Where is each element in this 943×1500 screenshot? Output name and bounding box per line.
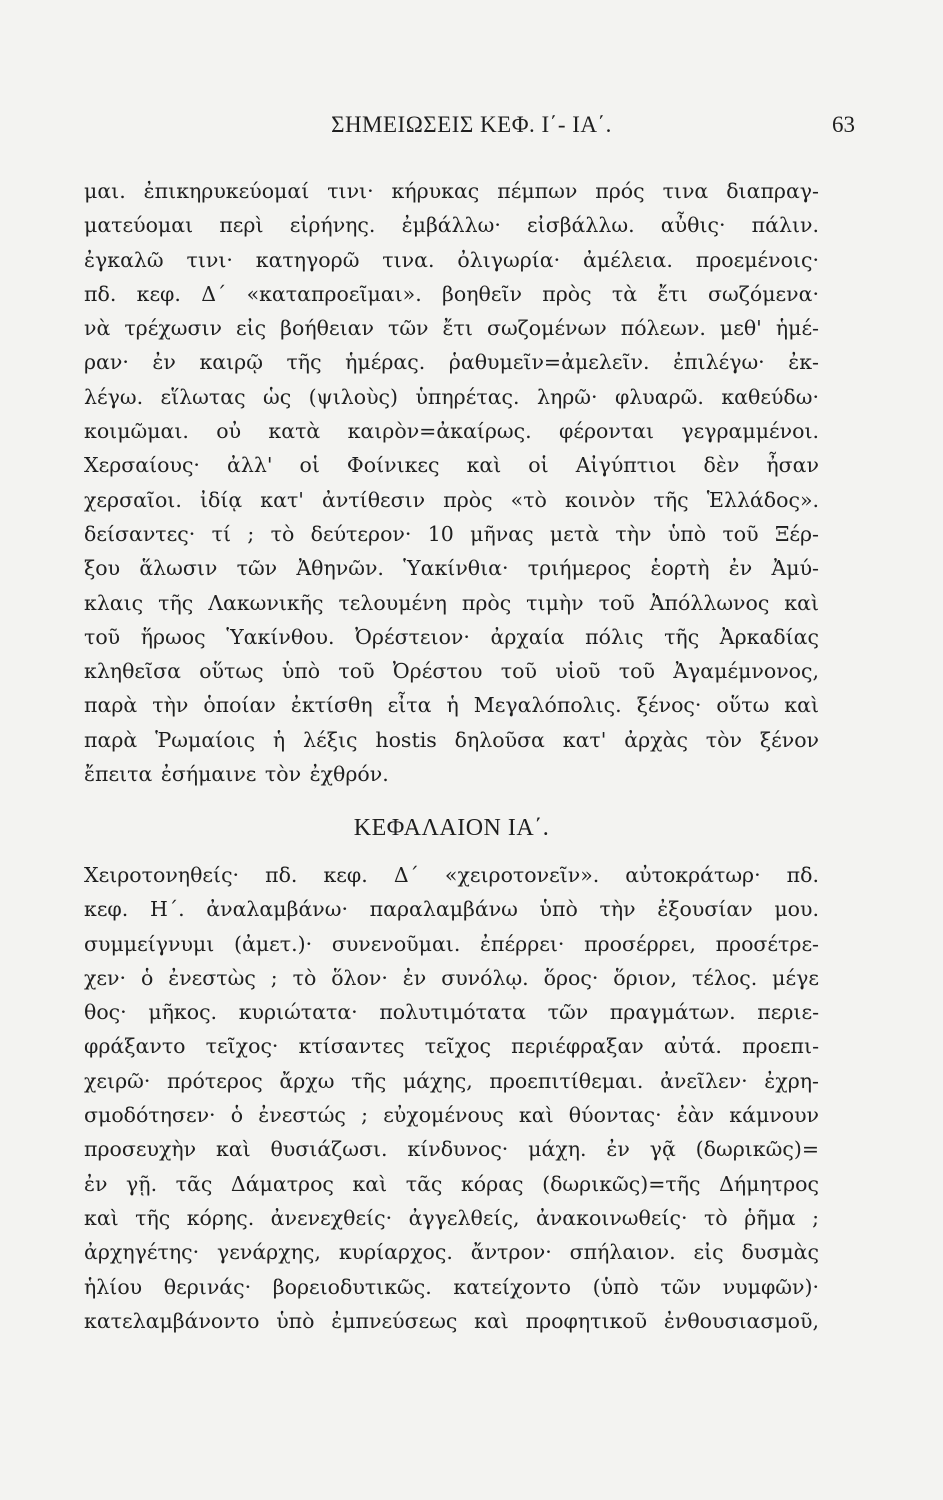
page-number: 63 — [832, 112, 855, 137]
text-line: Χειροτονηθείς· πδ. κεφ. Δ΄ «χειροτονεῖν». αὐτοκράτωρ· πδ. — [84, 863, 819, 887]
text-line: ραν· ἐν καιρῷ τῆς ἡμέρας. ῥαθυμεῖν=ἀμελεῖν. ἐπιλέγω· ἐκ- — [84, 350, 819, 375]
text-line: ἔπειτα ἐσήμαινε τὸν ἐχθρόν. — [84, 762, 389, 787]
text-line: Χερσαίους· ἀλλ' οἱ Φοίνικες καὶ οἱ Αἰγύπτιοι δὲν ἦσαν — [84, 453, 819, 478]
text-line: ἐγκαλῶ τινι· κατηγορῶ τινα. ὀλιγωρία· ἀμέλεια. προεμένοις· — [84, 247, 819, 272]
text-line: ἀρχηγέτης· γενάρχης, κυρίαρχος. ἄντρον· σπήλαιον. εἰς δυσμὰς — [84, 1240, 819, 1265]
text-line: χερσαῖοι. ἰδίᾳ κατ' ἀντίθεσιν πρὸς «τὸ κοινὸν τῆς Ἑλλάδος». — [84, 487, 819, 512]
running-title: ΣΗΜΕΙΩΣΕΙΣ ΚΕΦ. Ι΄- ΙΑ΄. — [331, 112, 612, 137]
text-line: ξου ἅλωσιν τῶν Ἀθηνῶν. Ὑακίνθια· τριήμερος ἑορτὴ ἐν Ἀμύ- — [84, 556, 819, 581]
chapter-heading: ΚΕΦΑΛΑΙΟΝ ΙΑ΄. — [353, 815, 550, 841]
text-line: σμοδότησεν· ὁ ἐνεστώς ; εὐχομένους καὶ θύοντας· ἐὰν κάμνουν — [84, 1103, 819, 1128]
text-line: φράξαντο τεῖχος· κτίσαντες τεῖχος περιέφραξαν αὐτά. προεπι- — [84, 1034, 819, 1059]
notes-section-1 — [84, 174, 819, 791]
text-line: χεν· ὁ ἐνεστὼς ; τὸ ὅλον· ἐν συνόλῳ. ὅρος· ὅριον, τέλος. μέγε — [84, 965, 819, 990]
notes-section-2 — [84, 858, 819, 1338]
text-line: παρὰ Ῥωμαίοις ἡ λέξις hostis δηλοῦσα κατ' ἀρχὰς τὸν ξένον — [84, 727, 819, 752]
text-line: κλαις τῆς Λακωνικῆς τελουμένη πρὸς τιμὴν τοῦ Ἀπόλλωνος καὶ — [84, 590, 819, 615]
text-line: πδ. κεφ. Δ΄ «καταπροεῖμαι». βοηθεῖν πρὸς τὰ ἔτι σωζόμενα· — [84, 281, 819, 306]
text-line: προσευχὴν καὶ θυσιάζωσι. κίνδυνος· μάχη. ἐν γᾷ (δωρικῶς)= — [84, 1137, 819, 1162]
text-line: ματεύομαι περὶ εἰρήνης. ἐμβάλλω· εἰσβάλλω. αὖθις· πάλιν. — [84, 213, 819, 238]
text-line: κατελαμβάνοντο ὑπὸ ἐμπνεύσεως καὶ προφητικοῦ ἐνθουσιασμοῦ, — [84, 1308, 819, 1333]
text-line: συμμείγνυμι (ἀμετ.)· συνενοῦμαι. ἐπέρρει· προσέρρει, προσέτρε- — [84, 931, 819, 956]
text-line: κληθεῖσα οὕτως ὑπὸ τοῦ Ὀρέστου τοῦ υἱοῦ τοῦ Ἀγαμέμνονος, — [84, 659, 819, 684]
text-line: ἡλίου θερινάς· βορειοδυτικῶς. κατείχοντο (ὑπὸ τῶν νυμφῶν)· — [84, 1274, 819, 1299]
text-line: ἐν γῇ. τᾶς Δάματρος καὶ τᾶς κόρας (δωρικῶς)=τῆς Δήμητρος — [84, 1171, 819, 1196]
text-line: παρὰ τὴν ὁποίαν ἐκτίσθη εἶτα ἡ Μεγαλόπολις. ξένος· οὕτω καὶ — [84, 693, 819, 718]
text-line: κεφ. Η΄. ἀναλαμβάνω· παραλαμβάνω ὑπὸ τὴν ἐξουσίαν μου. — [84, 897, 819, 922]
text-line: λέγω. εἵλωτας ὡς (ψιλοὺς) ὑπηρέτας. ληρῶ· φλυαρῶ. καθεύδω· — [84, 384, 819, 409]
text-line: μαι. ἐπικηρυκεύομαί τινι· κήρυκας πέμπων πρός τινα διαπραγ- — [84, 179, 819, 203]
text-line: θος· μῆκος. κυριώτατα· πολυτιμότατα τῶν πραγμάτων. περιε- — [84, 1000, 819, 1025]
text-line: καὶ τῆς κόρης. ἀνενεχθείς· ἀγγελθείς, ἀνακοινωθείς· τὸ ῥῆμα ; — [84, 1205, 819, 1230]
text-line: κοιμῶμαι. οὐ κατὰ καιρὸν=ἀκαίρως. φέρονται γεγραμμένοι. — [84, 419, 819, 444]
text-line: χειρῶ· πρότερος ἄρχω τῆς μάχης, προεπιτίθεμαι. ἀνεῖλεν· ἐχρη- — [84, 1068, 819, 1093]
text-line: δείσαντες· τί ; τὸ δεύτερον· 10 μῆνας μετὰ τὴν ὑπὸ τοῦ Ξέρ- — [84, 521, 819, 546]
text-line: νὰ τρέχωσιν εἰς βοήθειαν τῶν ἔτι σωζομένων πόλεων. μεθ' ἡμέ- — [84, 316, 819, 341]
running-header — [0, 112, 943, 146]
text-line: τοῦ ἥρωος Ὑακίνθου. Ὀρέστειον· ἀρχαία πόλις τῆς Ἀρκαδίας — [84, 624, 819, 649]
